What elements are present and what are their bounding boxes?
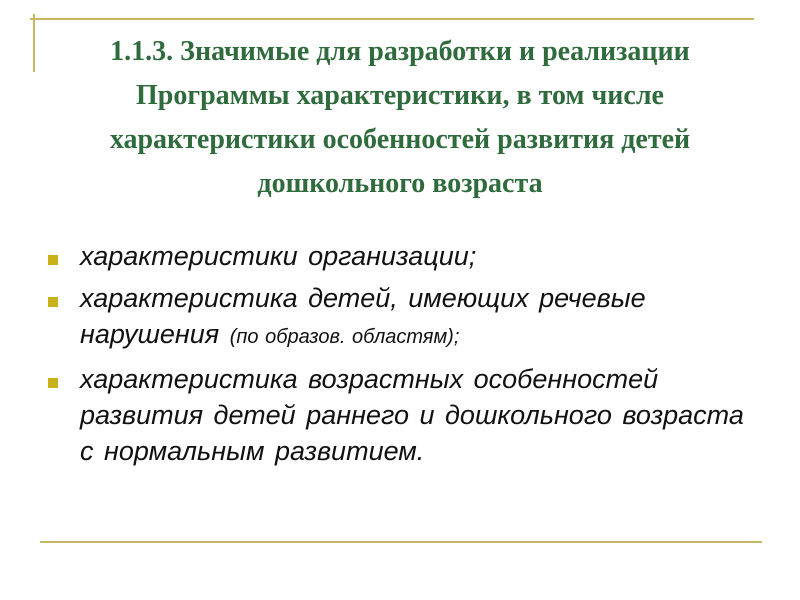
square-bullet-icon [48, 297, 58, 307]
list-item [40, 238, 760, 274]
slide-title: 1.1.3. Значимые для разработки и реализации Программы характеристики, в том числе характеристики особенностей развития детей дошкольного возраста [109, 36, 691, 199]
list-item [40, 280, 760, 355]
top-divider [30, 18, 754, 20]
left-divider [33, 14, 35, 72]
bottom-divider [40, 541, 762, 543]
bullet-text: характеристика возрастных особенностей развития детей раннего и дошкольного возраста с нормальным развитием. [80, 364, 744, 466]
bullet-text: характеристики организации; [80, 241, 477, 271]
bullet-list [40, 238, 760, 475]
bullet-text: характеристика детей, имеющих речевые нарушения [80, 283, 646, 349]
list-item [40, 361, 760, 469]
bullet-note: (по образов. областям); [229, 326, 460, 348]
square-bullet-icon [48, 255, 58, 265]
square-bullet-icon [48, 378, 58, 388]
